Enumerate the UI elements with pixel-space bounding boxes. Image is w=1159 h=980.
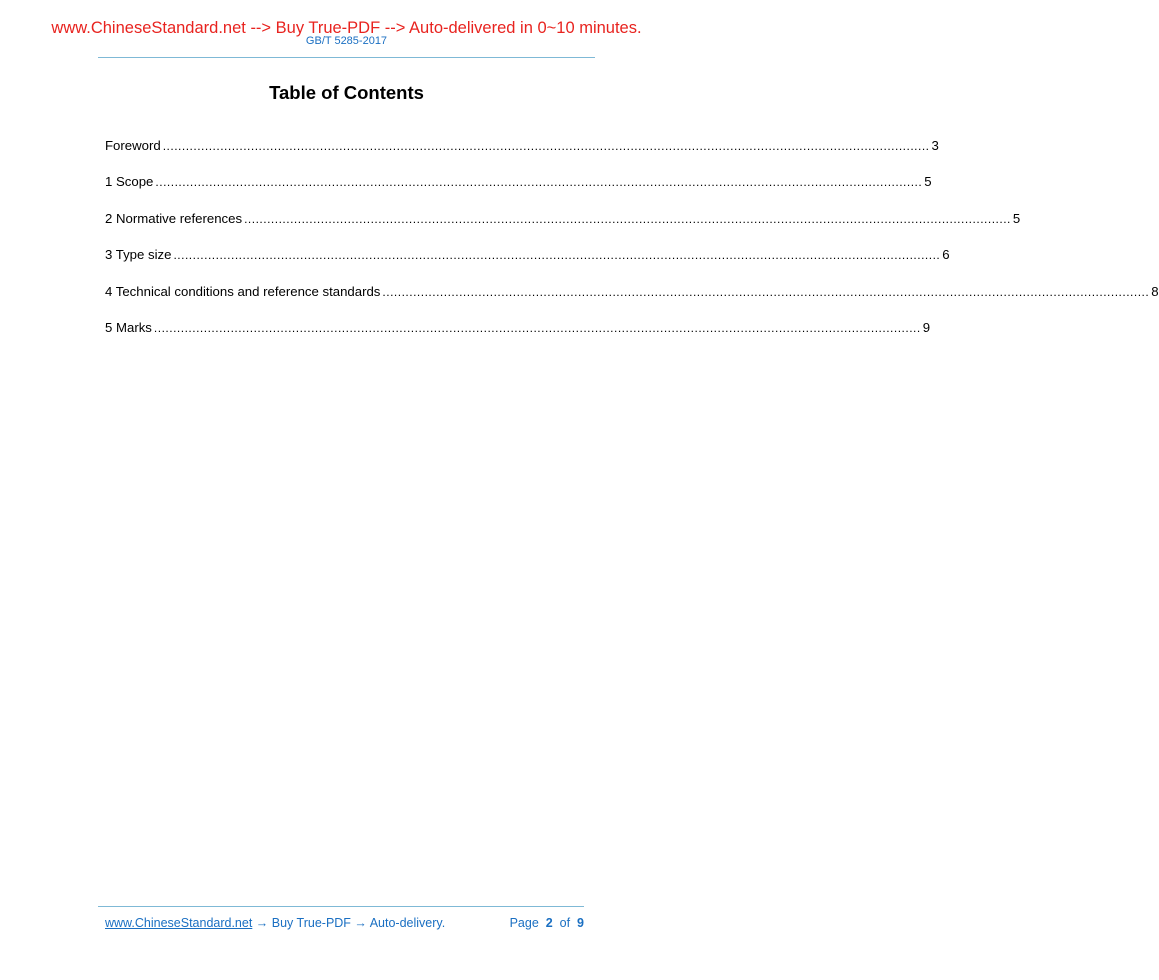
site-link[interactable]: www.ChineseStandard.net — [105, 916, 253, 930]
promo-banner: www.ChineseStandard.net --> Buy True-PDF --> Auto-delivered in 0~10 minutes. — [51, 19, 642, 37]
toc-entry-page: 5 — [1012, 210, 1021, 226]
toc-entry-label: 3 Type size — [105, 247, 172, 263]
toc-entry-label: Foreword — [105, 138, 161, 153]
page-footer — [105, 915, 584, 933]
toc-entry-normative-references[interactable] — [105, 210, 1021, 246]
current-page-number: 2 — [545, 916, 553, 930]
toc-dot-leader: ........................................................................................................................................................................................................ — [155, 175, 923, 190]
toc-dot-leader: ........................................................................................................................................................................................................ — [153, 320, 921, 335]
toc-entry-label: 2 Normative references — [105, 210, 243, 226]
toc-dot-leader: ........................................................................................................................................................................................................ — [382, 284, 1150, 299]
page-word: Page — [509, 916, 539, 930]
toc-dot-leader: ........................................................................................................................................................................................................ — [173, 248, 941, 263]
toc-entry-page: 3 — [931, 138, 939, 153]
of-word: of — [559, 916, 571, 930]
total-pages-number: 9 — [577, 916, 584, 930]
toc-entry-foreword[interactable] — [105, 137, 939, 173]
footer-tagline: → Buy True-PDF → Auto-delivery. — [252, 916, 446, 930]
toc-entry-label: 1 Scope — [105, 174, 154, 190]
footer-divider — [98, 906, 584, 907]
toc-entry-page: 5 — [924, 174, 932, 190]
toc-entry-page: 9 — [922, 319, 931, 335]
toc-entry-page: 8 — [1151, 283, 1159, 299]
toc-entry-label: 5 Marks — [105, 319, 152, 335]
toc-dot-leader: ........................................................................................................................................................................................................ — [162, 139, 930, 153]
toc-entry-label: 4 Technical conditions and reference standards — [105, 283, 381, 299]
page-indicator — [510, 915, 584, 931]
toc-list — [105, 137, 1159, 355]
toc-title: Table of Contents — [269, 82, 424, 103]
toc-dot-leader: ........................................................................................................................................................................................................ — [244, 211, 1011, 226]
header-divider — [98, 57, 595, 58]
toc-entry-technical-conditions[interactable] — [105, 283, 1159, 319]
toc-entry-page: 6 — [942, 247, 950, 263]
document-code: GB/T 5285-2017 — [305, 35, 388, 47]
toc-entry-marks[interactable] — [105, 319, 931, 355]
toc-entry-scope[interactable] — [105, 173, 932, 209]
toc-entry-type-size[interactable] — [105, 246, 950, 282]
footer-site-promo — [105, 915, 445, 931]
